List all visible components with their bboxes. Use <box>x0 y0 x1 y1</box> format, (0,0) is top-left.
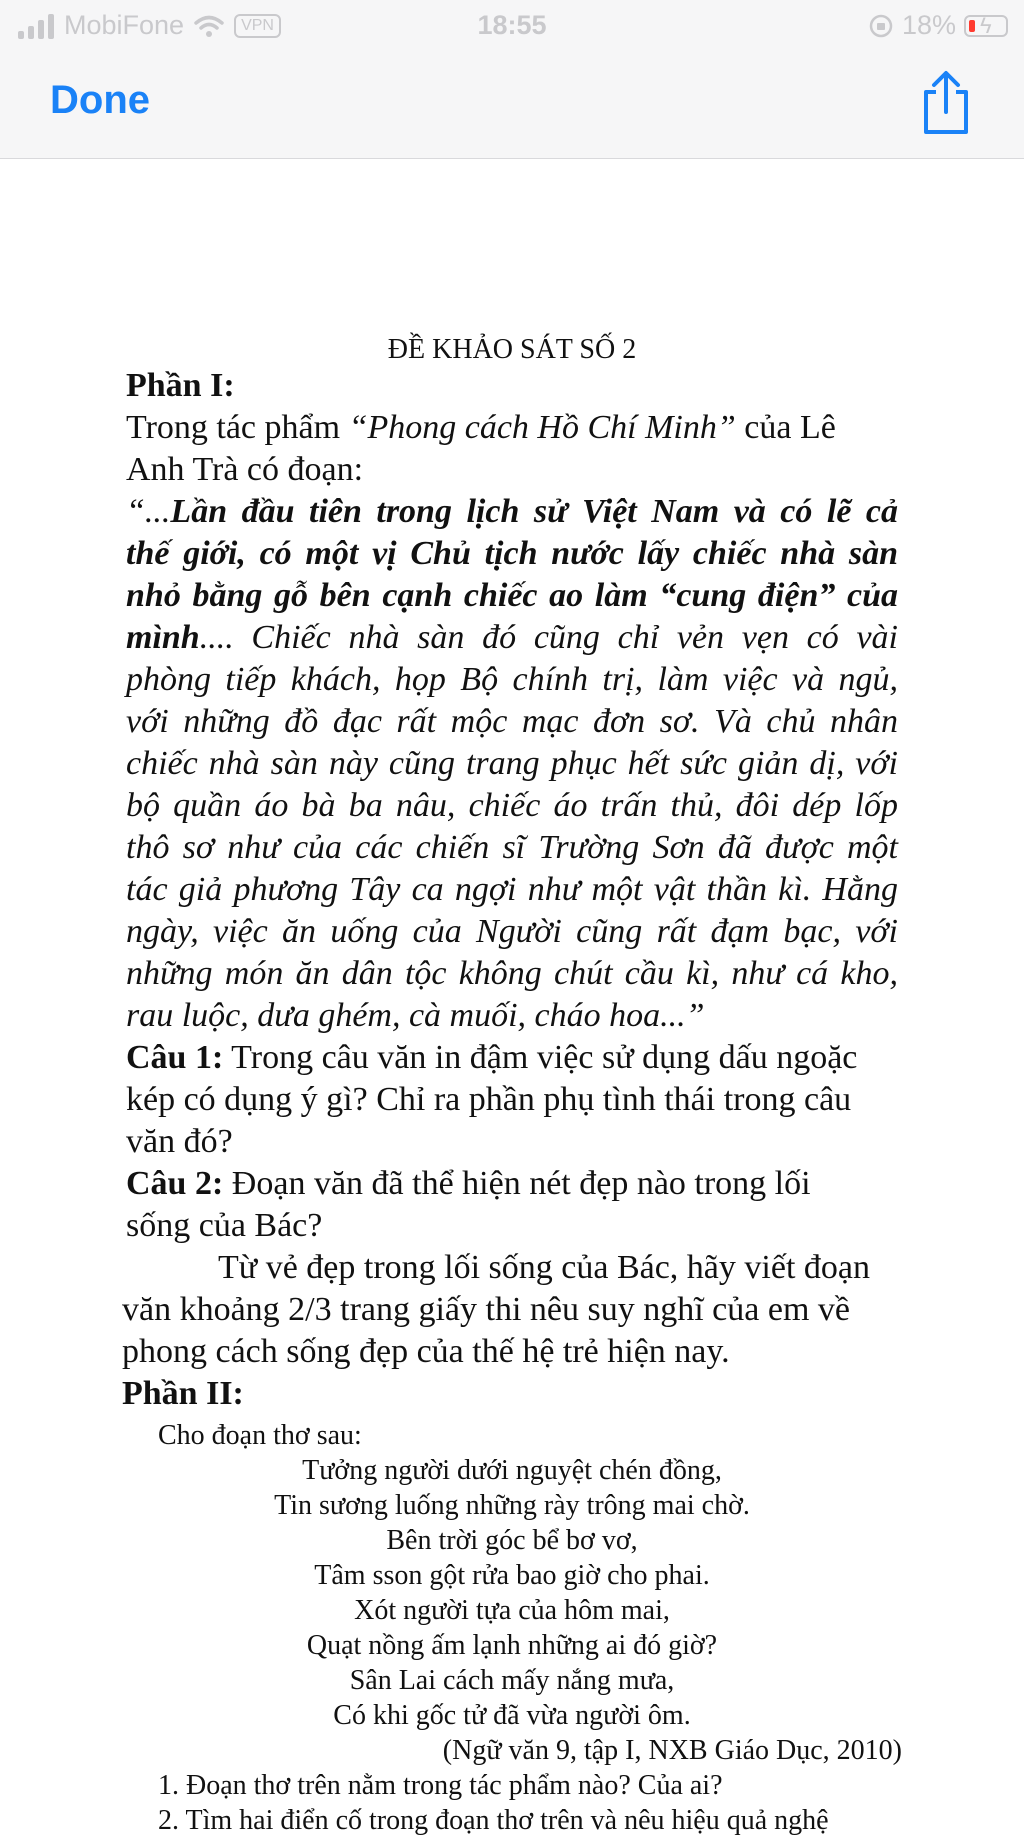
poem-line-2: Tin sương luống những rày trông mai chờ. <box>274 1490 750 1521</box>
part-2-question-2: 2. Tìm hai điển cố trong đoạn thơ trên và nêu hiệu quả nghệ <box>158 1805 829 1836</box>
quote-line-13: rau luộc, dưa ghém, cà muối, cháo hoa...” <box>126 997 705 1034</box>
poem-intro: Cho đoạn thơ sau: <box>158 1420 362 1451</box>
quote-line-1 <box>126 492 898 532</box>
wifi-icon <box>194 14 224 38</box>
part-1-heading: Phần I: <box>126 367 235 404</box>
status-right <box>868 10 1008 41</box>
battery-level <box>969 20 975 32</box>
poem-source: (Ngữ văn 9, tập I, NXB Giáo Dục, 2010) <box>442 1735 902 1766</box>
quote-line-9: thô sơ như của các chiến sĩ Trường Sơn đã được một <box>126 829 898 866</box>
status-left <box>18 10 281 41</box>
question-2-line-2: sống của Bác? <box>126 1207 323 1244</box>
work-title: “Phong cách Hồ Chí Minh” <box>348 409 736 446</box>
quote-open: “... <box>126 493 171 530</box>
poem-line-7: Sân Lai cách mấy nắng mưa, <box>349 1665 675 1696</box>
intro-line-1 <box>126 408 836 448</box>
status-time: 18:55 <box>477 10 547 40</box>
intro-line-2: Anh Trà có đoạn: <box>126 451 364 488</box>
done-button[interactable]: Done <box>50 78 150 122</box>
orientation-lock-icon <box>868 13 894 39</box>
question-1-line-3: văn đó? <box>126 1123 233 1160</box>
quote-line-7: chiếc nhà sàn này cũng trang phục hết sức giản dị, với <box>126 745 898 782</box>
task-line-2: văn khoảng 2/3 trang giấy thi nêu suy nghĩ của em về <box>122 1291 850 1328</box>
navigation-bar <box>0 52 1024 159</box>
charging-bolt-icon: ϟ <box>980 12 992 38</box>
bold-sentence: Lần đầu tiên trong lịch sử Việt Nam và có lẽ cả <box>170 493 898 530</box>
carrier-name: MobiFone <box>64 10 185 40</box>
quote-line-6: với những đồ đạc rất mộc mạc đơn sơ. Và chủ nhân <box>126 703 898 740</box>
poem-line-8: Có khi gốc tử đã vừa người ôm. <box>333 1700 691 1731</box>
intro-text: của Lê <box>735 409 836 446</box>
poem-line-5: Xót người tựa của hôm mai, <box>354 1595 670 1626</box>
part-2-heading: Phần II: <box>122 1375 244 1412</box>
part-2-question-1: 1. Đoạn thơ trên nằm trong tác phẩm nào? Của ai? <box>158 1770 723 1801</box>
quote-line-10: tác giả phương Tây ca ngợi như một vật thần kì. Hằng <box>126 871 898 908</box>
task-line-3: phong cách sống đẹp của thế hệ trẻ hiện nay. <box>122 1333 730 1370</box>
question-1-line-2: kép có dụng ý gì? Chỉ ra phần phụ tình thái trong câu <box>126 1081 852 1118</box>
quote-line-2: thế giới, có một vị Chủ tịch nước lấy chiếc nhà sàn <box>126 535 898 572</box>
quote-line-12: những món ăn dân tộc không chút cầu kì, như cá kho, <box>126 955 898 992</box>
quote-line-11: ngày, việc ăn uống của Người cũng rất đạm bạc, với <box>126 913 898 950</box>
quote-text: .... Chiếc nhà sàn đó cũng chỉ vẻn vẹn có vài <box>199 619 898 656</box>
share-icon[interactable] <box>918 70 974 136</box>
question-1-label: Câu 1: <box>126 1039 224 1076</box>
poem-line-1: Tưởng người dưới nguyệt chén đồng, <box>302 1455 722 1486</box>
quote-line-8: bộ quần áo bà ba nâu, chiếc áo trấn thủ, đôi dép lốp <box>126 787 898 824</box>
question-1-line-1 <box>126 1038 857 1078</box>
quote-line-4 <box>126 618 898 658</box>
document-page <box>0 160 1024 1836</box>
status-bar <box>0 0 1024 52</box>
bold-sentence-end: mình <box>126 619 200 656</box>
question-2-text: Đoạn văn đã thể hiện nét đẹp nào trong lối <box>223 1165 811 1202</box>
poem-line-6: Quạt nồng ấm lạnh những ai đó giờ? <box>306 1630 718 1661</box>
question-1-text: Trong câu văn in đậm việc sử dụng dấu ngoặc <box>223 1039 858 1076</box>
document-title: ĐỀ KHẢO SÁT SỐ 2 <box>387 334 637 365</box>
cellular-signal-icon <box>18 13 54 39</box>
intro-text: Trong tác phẩm <box>126 409 349 446</box>
vpn-badge: VPN <box>234 14 281 38</box>
question-2-line-1 <box>126 1164 811 1204</box>
quote-line-5: phòng tiếp khách, họp Bộ chính trị, làm việc và ngủ, <box>126 661 898 698</box>
quote-line-3: nhỏ bằng gỗ bên cạnh chiếc ao làm “cung điện” của <box>126 577 898 614</box>
task-line-1: Từ vẻ đẹp trong lối sống của Bác, hãy viết đoạn <box>218 1249 870 1286</box>
poem-line-4: Tâm sson gột rửa bao giờ cho phai. <box>314 1560 710 1591</box>
poem-line-3: Bên trời góc bể bơ vơ, <box>386 1525 638 1556</box>
battery-icon <box>964 12 1008 38</box>
question-2-label: Câu 2: <box>126 1165 224 1202</box>
battery-percent: 18% <box>901 10 956 40</box>
